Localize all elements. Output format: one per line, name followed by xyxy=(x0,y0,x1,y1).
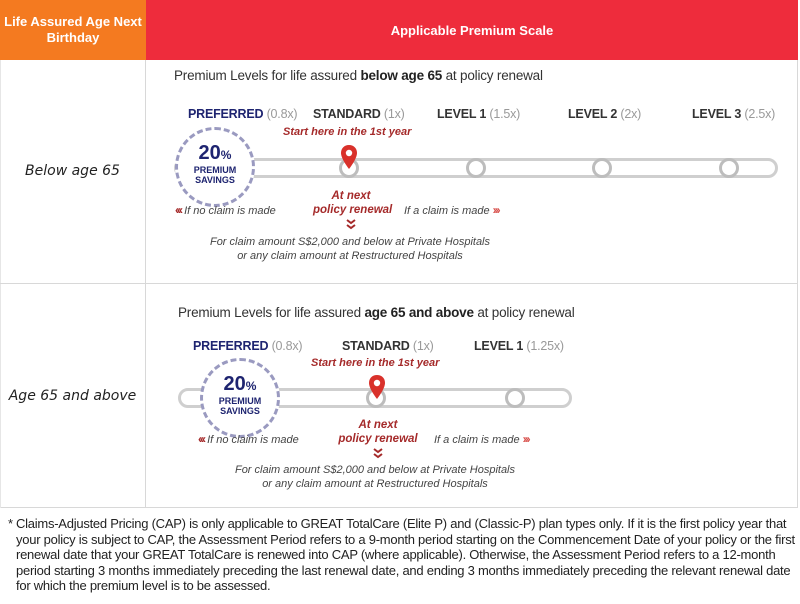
level-name: LEVEL 2 xyxy=(568,107,618,121)
savings-percent: 20 xyxy=(198,142,221,164)
claim-condition-note xyxy=(200,463,550,491)
level-preferred xyxy=(188,107,297,121)
table-left-border xyxy=(0,60,1,508)
claim-text: If a claim is made xyxy=(434,434,520,446)
level-multiplier: (0.8x) xyxy=(271,339,303,353)
next-renewal-label xyxy=(337,418,419,446)
level-name: PREFERRED xyxy=(193,339,269,353)
row-divider xyxy=(0,283,798,284)
level-name: LEVEL 1 xyxy=(474,339,524,353)
level-2 xyxy=(568,107,641,121)
level-name: LEVEL 3 xyxy=(692,107,742,121)
chevrons-down-icon xyxy=(345,219,357,231)
next-renewal-line-2: policy renewal xyxy=(338,433,418,445)
cap-footnote xyxy=(8,516,796,594)
level-multiplier: (0.8x) xyxy=(266,107,298,121)
start-here-label: Start here in the 1st year xyxy=(283,126,412,138)
title-bold: below age 65 xyxy=(360,68,443,83)
level-standard xyxy=(342,339,434,353)
row-label-below-65: Below age 65 xyxy=(25,163,120,179)
level-name: PREFERRED xyxy=(188,107,264,121)
note-line-2: or any claim amount at Restructured Hospitals xyxy=(237,250,463,262)
note-line-1: For claim amount S$2,000 and below at Private Hospitals xyxy=(234,464,516,476)
location-pin-icon xyxy=(340,144,358,170)
badge-line-2: SAVINGS xyxy=(195,175,235,185)
row-label-65-and-above: Age 65 and above xyxy=(8,388,137,404)
percent-sign: % xyxy=(245,379,257,393)
node-level-3 xyxy=(719,158,739,178)
title-prefix: Premium Levels for life assured xyxy=(174,68,361,83)
chevrons-left-icon: ‹‹‹ xyxy=(175,203,181,217)
no-claim-text: If no claim is made xyxy=(184,205,276,217)
level-multiplier: (2.5x) xyxy=(744,107,776,121)
next-renewal-label xyxy=(313,189,393,217)
claim-label xyxy=(404,203,499,217)
footnote-text: Claims-Adjusted Pricing (CAP) is only applicable to GREAT TotalCare (Elite P) and (Classic-P) plan types only. If it is the first policy year that your policy is subject to CAP, the Assessment Period refers to a 9-month period starting on the Commencement Date of your policy or the first renewal date that your GREAT TotalCare is renewed into CAP (where applicable). Otherwise, the Assessment Period refers to a 12-month period starting 3 months immediately preceding the last renewal date, and ending 3 months immediately preceding the relevant renewal date for which the premium level is to be assessed. xyxy=(16,516,795,593)
level-multiplier: (1x) xyxy=(412,339,434,353)
level-multiplier: (2x) xyxy=(620,107,642,121)
premium-savings-badge xyxy=(200,358,280,438)
title-bold: age 65 and above xyxy=(364,305,474,320)
premium-savings-badge xyxy=(175,127,255,207)
level-3 xyxy=(692,107,775,121)
percent-sign: % xyxy=(220,148,232,162)
level-multiplier: (1.5x) xyxy=(489,107,521,121)
section-title-below-65 xyxy=(174,68,543,83)
claim-text: If a claim is made xyxy=(404,205,490,217)
note-line-1: For claim amount S$2,000 and below at Private Hospitals xyxy=(209,236,491,248)
level-name: LEVEL 1 xyxy=(437,107,487,121)
chevrons-right-icon: ››› xyxy=(522,432,529,446)
footnote-asterisk: * xyxy=(8,516,13,531)
no-claim-label xyxy=(175,203,276,217)
level-multiplier: (1x) xyxy=(383,107,405,121)
next-renewal-line-1: At next xyxy=(358,419,398,431)
location-pin-icon xyxy=(368,374,386,400)
start-here-label: Start here in the 1st year xyxy=(311,357,440,369)
node-level-1 xyxy=(505,388,525,408)
no-claim-label xyxy=(198,432,299,446)
level-1 xyxy=(437,107,520,121)
next-renewal-line-2: policy renewal xyxy=(313,204,393,216)
column-divider xyxy=(145,60,146,508)
next-renewal-line-1: At next xyxy=(331,190,371,202)
level-name: STANDARD xyxy=(313,107,381,121)
node-level-1 xyxy=(466,158,486,178)
chevrons-right-icon: ››› xyxy=(492,203,499,217)
chevrons-down-icon xyxy=(372,448,384,460)
level-name: STANDARD xyxy=(342,339,410,353)
title-suffix: at policy renewal xyxy=(442,68,543,83)
level-1 xyxy=(474,339,564,353)
level-preferred xyxy=(193,339,302,353)
savings-percent: 20 xyxy=(223,373,246,395)
node-level-2 xyxy=(592,158,612,178)
no-claim-text: If no claim is made xyxy=(207,434,299,446)
note-line-2: or any claim amount at Restructured Hospitals xyxy=(262,478,488,490)
chevrons-left-icon: ‹‹‹ xyxy=(198,432,204,446)
header-premium-scale-column: Applicable Premium Scale xyxy=(146,0,798,60)
claim-label xyxy=(434,432,529,446)
level-multiplier: (1.25x) xyxy=(526,339,564,353)
section-title-65-and-above xyxy=(178,305,575,320)
level-standard xyxy=(313,107,405,121)
badge-line-1: PREMIUM xyxy=(218,396,262,406)
claim-condition-note xyxy=(175,235,525,263)
title-prefix: Premium Levels for life assured xyxy=(178,305,365,320)
header-age-column: Life Assured Age Next Birthday xyxy=(0,0,146,60)
title-suffix: at policy renewal xyxy=(473,305,575,320)
badge-line-1: PREMIUM xyxy=(193,165,237,175)
badge-line-2: SAVINGS xyxy=(220,406,260,416)
